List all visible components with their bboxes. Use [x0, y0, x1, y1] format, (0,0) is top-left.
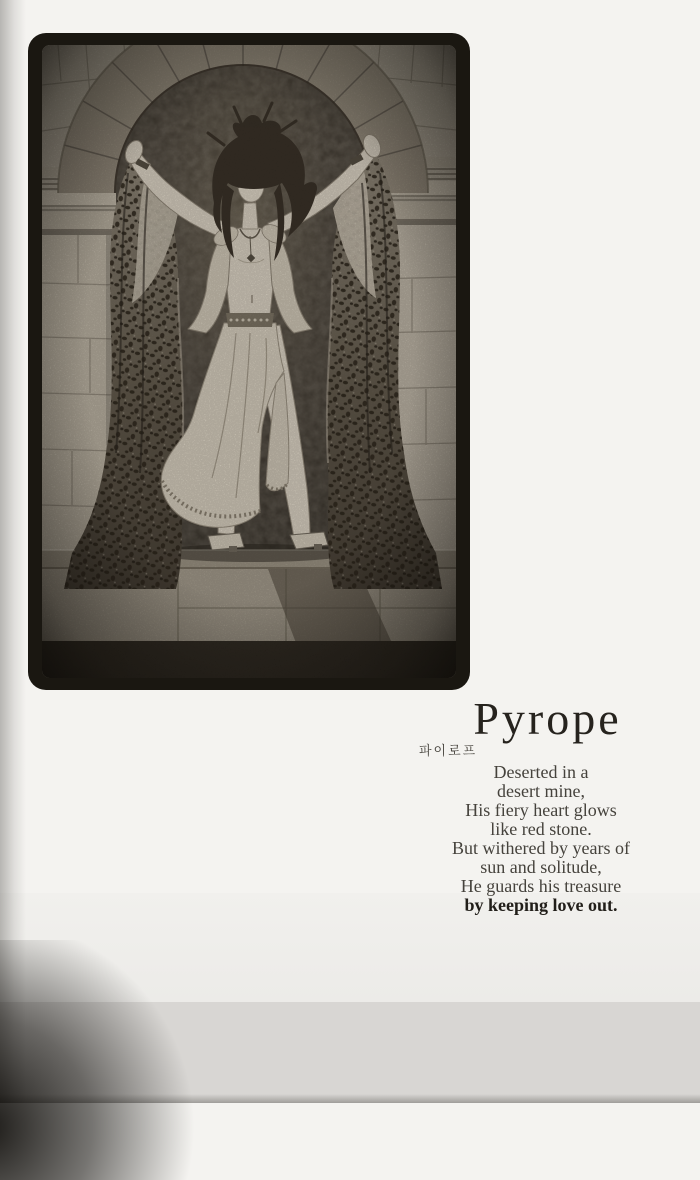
poem-line: He guards his treasure	[460, 876, 622, 896]
chapter-title: Pyrope	[473, 693, 622, 744]
illustration-scene	[42, 33, 456, 678]
poem-line: Deserted in a	[493, 762, 589, 782]
poem-line: But withered by years of	[452, 838, 630, 858]
chapter-title-korean: 파이로프	[419, 744, 478, 759]
pyrope-illustration	[28, 33, 470, 690]
poem-line: like red stone.	[490, 819, 592, 839]
bottom-gray-band	[0, 1002, 700, 1103]
poem-line: His fiery heart glows	[465, 800, 617, 820]
page-bottom-edge	[0, 1094, 700, 1103]
poem-line: desert mine,	[497, 781, 585, 801]
poem-line: sun and solitude,	[480, 857, 602, 877]
poem-line: by keeping love out.	[464, 895, 618, 915]
poem	[426, 763, 656, 915]
